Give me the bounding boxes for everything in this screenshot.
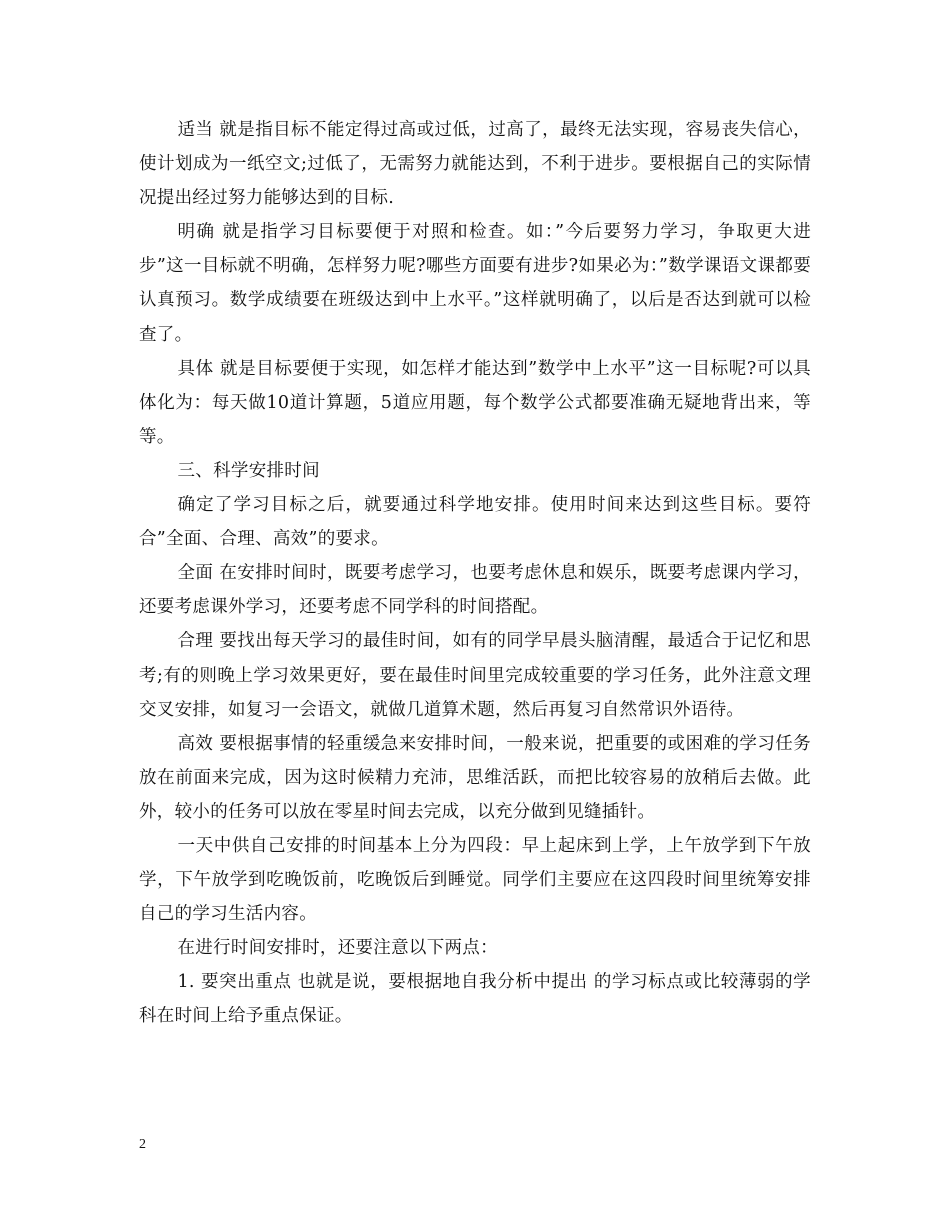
paragraph-clear: 明确 就是指学习目标要便于对照和检查。如：”今后要努力学习，争取更大进步”这一目标就不明确，怎样努力呢?哪些方面要有进步?如果必为：”数学课语文课都要认真预习。数学成绩要在班级达到中上水平。”这样就明确了，以后是否达到就可以检查了。: [139, 222, 811, 345]
paragraph-intro: 确定了学习目标之后，就要通过科学地安排。使用时间来达到这些目标。要符合”全面、合理、高效”的要求。: [139, 495, 811, 550]
paragraph-point-one: 1. 要突出重点 也就是说，要根据地自我分析中提出 的学习标点或比较薄弱的学科在时间上给予重点保证。: [139, 972, 811, 1027]
paragraph-concrete: 具体 就是目标要便于实现，如怎样才能达到”数学中上水平”这一目标呢?可以具体化为：每天做10道计算题，5道应用题，每个数学公式都要准确无疑地背出来，等等。: [139, 358, 811, 447]
paragraph-four-periods: 一天中供自己安排的时间基本上分为四段：早上起床到上学，上午放学到下午放学，下午放学到吃晚饭前，吃晚饭后到睡觉。同学们主要应在这四段时间里统筹安排自己的学习生活内容。: [139, 835, 811, 925]
document-body: [139, 113, 811, 1034]
paragraph-appropriate: 适当 就是指目标不能定得过高或过低，过高了，最终无法实现，容易丧失信心，使计划成为一纸空文;过低了，无需努力就能达到，不利于进步。要根据自己的实际情况提出经过努力能够达到的目标.: [139, 120, 811, 209]
section-heading: 三、科学安排时间: [177, 460, 320, 481]
paragraph-two-points: 在进行时间安排时，还要注意以下两点：: [177, 938, 498, 959]
paragraph-comprehensive: 全面 在安排时间时，既要考虑学习，也要考虑休息和娱乐，既要考虑课内学习，还要考虑课外学习，还要考虑不同学科的时间搭配。: [139, 563, 811, 618]
page-number: 2: [139, 1137, 146, 1152]
paragraph-reasonable: 合理 要找出每天学习的最佳时间，如有的同学早晨头脑清醒，最适合于记忆和思考;有的则晚上学习效果更好，要在最佳时间里完成较重要的学习任务，此外注意文理交叉安排，如复习一会语文，就做几道算术题，然后再复习自然常识外语待。: [139, 631, 811, 720]
paragraph-efficient: 高效 要根据事情的轻重缓急来安排时间，一般来说，把重要的或困难的学习任务放在前面来完成，因为这时候精力充沛，思维活跃，而把比较容易的放稍后去做。此外，较小的任务可以放在零星时间去完成，以充分做到见缝插针。: [139, 733, 811, 822]
